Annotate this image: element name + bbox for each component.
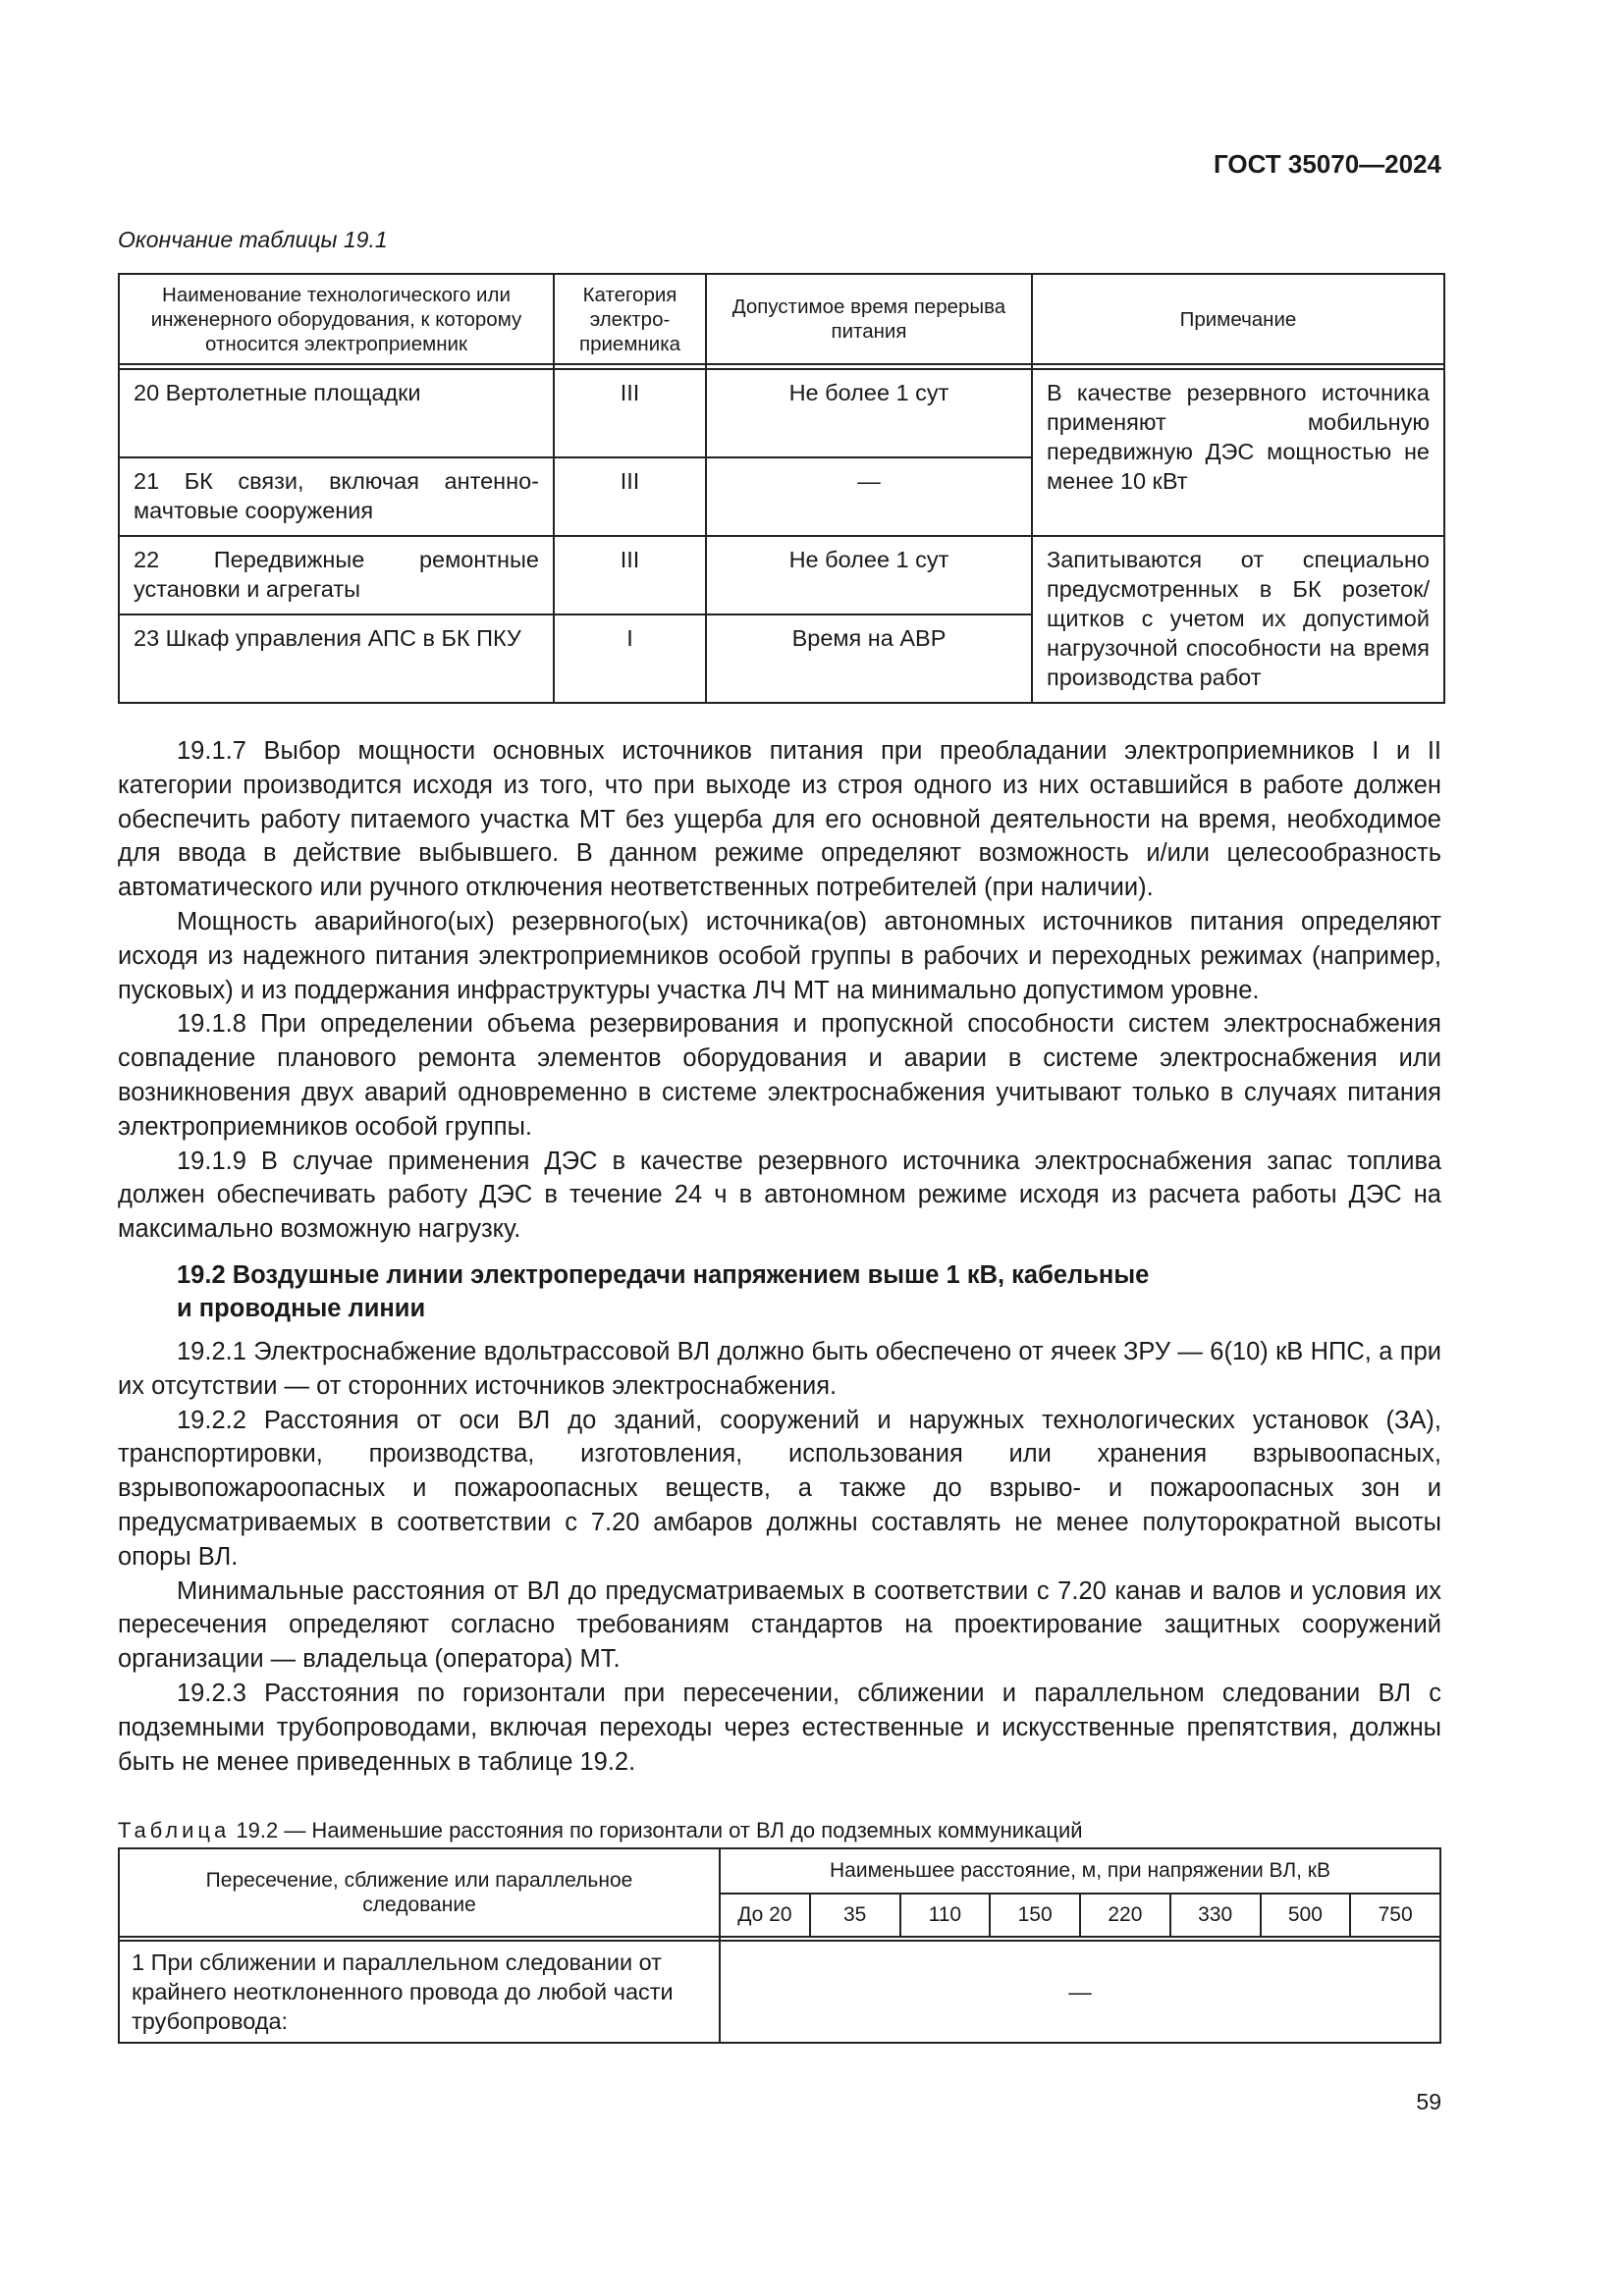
paragraph: 19.1.8 При определении объема резервирования и пропускной способности систем электроснабжения совпадение планового ремонта элементов оборудования и аварии в системе электроснабжения или возникновения двух аварий одновременно в системе электроснабжения учитывают только в случаях питания электроприемников особой группы.	[118, 1010, 1441, 1141]
voltage-header: 500	[1261, 1894, 1351, 1937]
row-value: —	[720, 1941, 1440, 2043]
heading-line: 19.2 Воздушные линии электропередачи напряжением выше 1 кВ, кабельные	[177, 1260, 1150, 1289]
body-text	[118, 734, 1441, 1779]
equipment-name: 20 Вертолетные площадки	[119, 369, 554, 457]
paragraph: 19.2.2 Расстояния от оси ВЛ до зданий, сооружений и наружных технологических установок (ЗА), транспортировки, производства, изготовления, использования или хранения взрывоопасных, взрывопожароопасных и пожароопасных веществ, а также до взрыво- и пожароопасных зон и предусматриваемых в соответствии с 7.20 амбаров должны составлять не менее полуторократной высоты опоры ВЛ.	[118, 1406, 1441, 1571]
table-row	[119, 369, 1444, 457]
voltage-header: До 20	[720, 1894, 810, 1937]
section-heading	[177, 1258, 1441, 1325]
caption-text: 19.2 — Наименьшие расстояния по горизонтали от ВЛ до подземных коммуникаций	[236, 1818, 1083, 1842]
table-row	[119, 536, 1444, 614]
column-header: Допустимое время перерыва питания	[706, 274, 1032, 364]
equipment-name: 23 Шкаф управления АПС в БК ПКУ	[119, 614, 554, 703]
paragraph: 19.2.1 Электроснабжение вдольтрассовой ВЛ должно быть обеспечено от ячеек ЗРУ — 6(10) кВ НПС, а при их отсутствии — от сторонних источников электроснабжения.	[118, 1337, 1441, 1400]
table-19-1	[118, 273, 1445, 704]
voltage-header: 150	[990, 1894, 1080, 1937]
voltage-header: 110	[900, 1894, 991, 1937]
table-caption	[118, 1818, 1083, 1843]
paragraph: Минимальные расстояния от ВЛ до предусматриваемых в соответствии с 7.20 канав и валов и условия их пересечения определяют согласно требованиям стандартов на проектирование защитных сооружений организации — владельца (оператора) МТ.	[118, 1576, 1441, 1674]
table-row	[119, 1941, 1440, 2043]
voltage-header: 750	[1350, 1894, 1440, 1937]
note: В качестве резервного источника применяют мобильную передвижную ДЭС мощностью не менее 10 кВт	[1032, 369, 1444, 536]
note: Запитываются от специально предусмотренных в БК розеток/щитков с учетом их допустимой нагрузочной способности на время производства работ	[1032, 536, 1444, 703]
column-header: Наименование технологического или инженерного оборудования, к которому относится электроприемник	[119, 274, 554, 364]
category: III	[554, 457, 706, 536]
column-header: Примечание	[1032, 274, 1444, 364]
equipment-name: 21 БК связи, включая антенно-мачтовые сооружения	[119, 457, 554, 536]
interruption-time: Время на АВР	[706, 614, 1032, 703]
interruption-time: Не более 1 сут	[706, 536, 1032, 614]
table-header-row	[119, 274, 1444, 364]
category: I	[554, 614, 706, 703]
standard-number: ГОСТ 35070—2024	[1214, 149, 1441, 179]
voltage-header: 220	[1080, 1894, 1170, 1937]
column-header: Категория электро-приемника	[554, 274, 706, 364]
voltage-header: 35	[810, 1894, 900, 1937]
interruption-time: —	[706, 457, 1032, 536]
column-header: Пересечение, сближение или параллельное следование	[119, 1848, 720, 1937]
column-group-header: Наименьшее расстояние, м, при напряжении ВЛ, кВ	[720, 1848, 1440, 1894]
paragraph: Мощность аварийного(ых) резервного(ых) источника(ов) автономных источников питания определяют исходя из надежного питания электроприемников особой группы в рабочих и переходных режимах (например, пусковых) и из поддержания инфраструктуры участка ЛЧ МТ на минимально допустимом уровне.	[118, 907, 1441, 1004]
page-number: 59	[1416, 2089, 1441, 2114]
paragraph: 19.1.9 В случае применения ДЭС в качестве резервного источника электроснабжения запас топлива должен обеспечивать работу ДЭС в течение 24 ч в автономном режиме исходя из расчета работы ДЭС на максимально возможную нагрузку.	[118, 1147, 1441, 1244]
paragraph: 19.2.3 Расстояния по горизонтали при пересечении, сближении и параллельном следовании ВЛ с подземными трубопроводами, включая переходы через естественные и искусственные препятствия, должны быть не менее приведенных в таблице 19.2.	[118, 1679, 1441, 1776]
category: III	[554, 536, 706, 614]
row-description: 1 При сближении и параллельном следовании от крайнего неотклоненного провода до любой части трубопровода:	[119, 1941, 720, 2043]
paragraph: 19.1.7 Выбор мощности основных источников питания при преобладании электроприемников I и II категории производится исходя из того, что при выходе из строя одного из них оставшийся в работе должен обеспечить работу питаемого участка МТ без ущерба для его основной деятельности на время, необходимое для ввода в действие выбывшего. В данном режиме определяют возможность и/или целесообразность автоматического или ручного отключения неответственных потребителей (при наличии).	[118, 737, 1441, 902]
equipment-name: 22 Передвижные ремонтные установки и агрегаты	[119, 536, 554, 614]
table-continuation-label: Окончание таблицы 19.1	[118, 227, 388, 252]
category: III	[554, 369, 706, 457]
voltage-header: 330	[1170, 1894, 1261, 1937]
caption-prefix: Таблица	[118, 1818, 231, 1842]
interruption-time: Не более 1 сут	[706, 369, 1032, 457]
heading-line: и проводные линии	[177, 1294, 426, 1322]
table-19-2	[118, 1847, 1441, 2044]
